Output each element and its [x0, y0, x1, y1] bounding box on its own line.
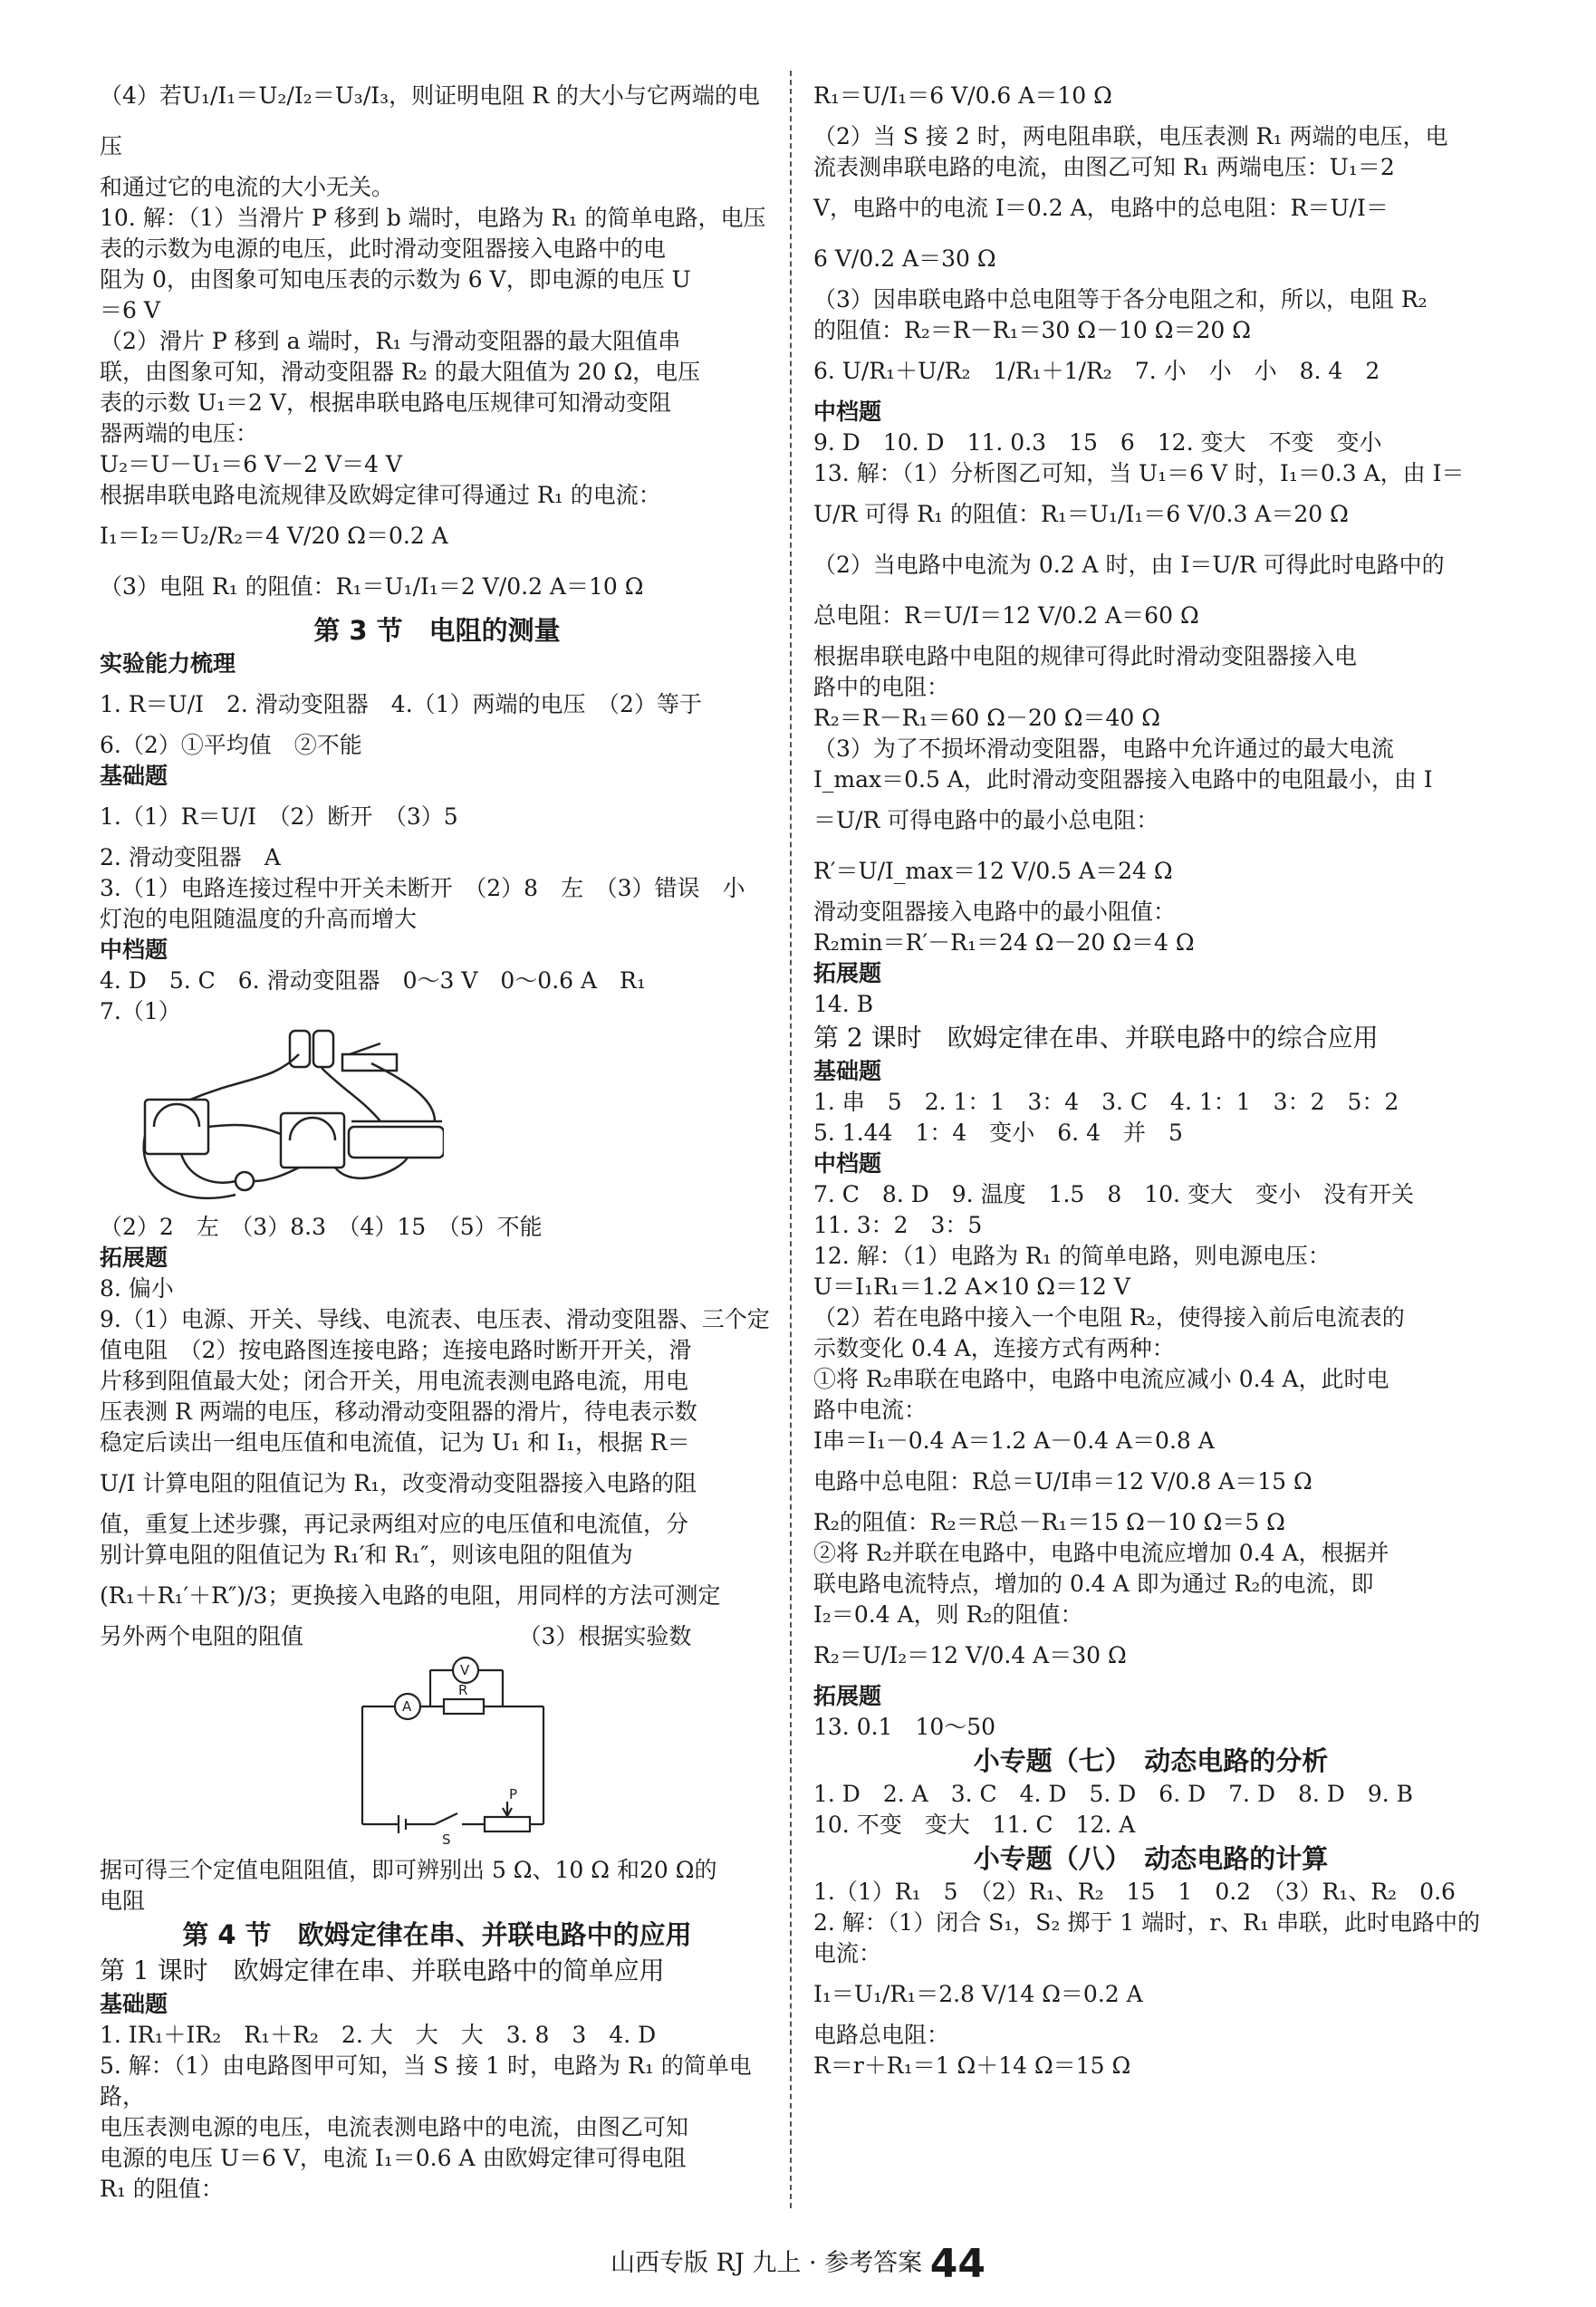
answer-line: R₁＝U/I₁＝6 V/0.6 A＝10 Ω	[813, 82, 1112, 109]
answer-line: 4. D 5. C 6. 滑动变阻器 0～3 V 0～0.6 A R₁	[100, 967, 646, 994]
answer-line: 1. D 2. A 3. C 4. D 5. D 6. D 7. D 8. D 9. B	[813, 1781, 1414, 1807]
answer-line: I₁＝I₂＝U₂/R₂＝4 V/20 Ω＝0.2 A	[100, 523, 448, 549]
section-title: 第 3 节 电阻的测量	[313, 615, 561, 646]
column-divider	[790, 71, 792, 2208]
answer-line: 流表测串联电路的电流，由图乙可知 R₁ 两端电压：U₁＝2	[813, 154, 1395, 180]
section-title: 小专题（八） 动态电路的计算	[973, 1843, 1329, 1874]
answer-line: 联电路电流特点，增加的 0.4 A 即为通过 R₂的电流，即	[813, 1571, 1374, 1597]
answer-line: 另外两个电阻的阻值 （3）根据实验数	[100, 1623, 692, 1649]
section-title: 第 1 课时 欧姆定律在串、并联电路中的简单应用	[100, 1956, 665, 1985]
answer-line: 路中的电阻：	[813, 674, 950, 700]
answer-line: R₁ 的阻值：	[100, 2176, 224, 2202]
answer-line: 13. 解：（1）分析图乙可知，当 U₁＝6 V 时，I₁＝0.3 A，由 I＝	[813, 460, 1465, 486]
answer-line: 14. B	[813, 991, 874, 1017]
footer-text: 山西专版 RJ 九上 · 参考答案	[611, 2249, 923, 2277]
answer-line: 片移到阻值最大处；闭合开关，用电流表测电路电流，用电	[100, 1368, 689, 1394]
answer-line: 9.（1）电源、开关、导线、电流表、电压表、滑动变阻器、三个定	[100, 1306, 770, 1332]
section-label: 拓展题	[100, 1245, 168, 1271]
circuit-photo-figure	[136, 1027, 444, 1208]
answer-line: 7.（1）	[100, 998, 181, 1024]
answer-line: （3）为了不损坏滑动变阻器，电路中允许通过的最大电流	[813, 735, 1394, 762]
answer-line: U＝I₁R₁＝1.2 A×10 Ω＝12 V	[813, 1274, 1130, 1300]
answer-line: 灯泡的电阻随温度的升高而增大	[100, 906, 418, 932]
answer-line: ＝6 V	[100, 297, 160, 323]
answer-line: 电阻	[100, 1888, 146, 1914]
answer-line: 电压表测电源的电压，电流表测电路中的电流，由图乙可知	[100, 2114, 689, 2140]
answer-line: ①将 R₂串联在电路中，电路中电流应减小 0.4 A，此时电	[813, 1366, 1389, 1392]
answer-line: V，电路中的电流 I＝0.2 A，电路中的总电阻：R＝U/I＝	[813, 195, 1389, 221]
answer-line: （2）滑片 P 移到 a 端时，R₁ 与滑动变阻器的最大阻值串	[100, 328, 681, 354]
answer-line: （2）当 S 接 2 时，两电阻串联，电压表测 R₁ 两端的电压，电	[813, 123, 1448, 149]
answer-line: 路中电流：	[813, 1397, 928, 1423]
answer-line: R₂＝U/I₂＝12 V/0.4 A＝30 Ω	[813, 1642, 1127, 1668]
circuit-diagram-figure	[344, 1652, 562, 1851]
answer-line: 值，重复上述步骤，再记录两组对应的电压值和电流值，分	[100, 1511, 689, 1537]
answer-line: 12. 解：（1）电路为 R₁ 的简单电路，则电源电压：	[813, 1243, 1331, 1269]
answer-line: 电流：	[813, 1940, 882, 1966]
answer-line: 7. C 8. D 9. 温度 1.5 8 10. 变大 变小 没有开关	[813, 1181, 1414, 1207]
section-label: 中档题	[813, 399, 882, 425]
svg-text:V: V	[460, 1662, 470, 1678]
page-footer	[0, 2241, 1596, 2287]
answer-line: 1. R＝U/I 2. 滑动变阻器 4.（1）两端的电压 （2）等于	[100, 691, 702, 717]
section-label: 基础题	[100, 1991, 168, 2017]
answer-line: ＝U/R 可得电路中的最小总电阻：	[813, 807, 1159, 833]
answer-line: 10. 不变 变大 11. C 12. A	[813, 1812, 1136, 1838]
answer-line: 3.（1）电路连接过程中开关未断开 （2）8 左 （3）错误 小	[100, 875, 745, 901]
answer-line: 根据串联电路电流规律及欧姆定律可得通过 R₁ 的电流：	[100, 482, 661, 508]
answer-line: 压表测 R 两端的电压，移动滑动变阻器的滑片，待电表示数	[100, 1399, 697, 1425]
answer-line: (R₁＋R₁′＋R″)/3；更换接入电路的电阻，用同样的方法可测定	[100, 1582, 721, 1609]
section-title: 第 2 课时 欧姆定律在串、并联电路中的综合应用	[813, 1023, 1379, 1053]
answer-line: 示数变化 0.4 A，连接方式有两种：	[813, 1335, 1175, 1361]
answer-line: R′＝U/I_max＝12 V/0.5 A＝24 Ω	[813, 858, 1173, 884]
answer-line: 6.（2）①平均值 ②不能	[100, 732, 362, 758]
answer-line: 2. 解：（1）闭合 S₁，S₂ 掷于 1 端时，r、R₁ 串联，此时电路中的	[813, 1909, 1480, 1936]
answer-line: 6 V/0.2 A＝30 Ω	[813, 245, 996, 272]
answer-line: 据可得三个定值电阻阻值，即可辨别出 5 Ω、10 Ω 和20 Ω的	[100, 1857, 717, 1883]
section-label: 拓展题	[813, 960, 882, 986]
answer-line: （4）若U₁/I₁＝U₂/I₂＝U₃/I₃，则证明电阻 R 的大小与它两端的电压	[100, 82, 760, 159]
answer-line: I串＝I₁－0.4 A＝1.2 A－0.4 A＝0.8 A	[813, 1427, 1215, 1454]
section-label: 中档题	[813, 1150, 882, 1177]
answer-line: 器两端的电压：	[100, 420, 259, 447]
answer-line: R₂min＝R′－R₁＝24 Ω－20 Ω＝4 Ω	[813, 929, 1195, 956]
svg-text:R: R	[458, 1682, 468, 1698]
answer-line: I_max＝0.5 A，此时滑动变阻器接入电路中的电阻最小，由 I	[813, 766, 1433, 793]
svg-text:P: P	[509, 1786, 518, 1802]
page-number: 44	[929, 2241, 985, 2287]
answer-line: 9. D 10. D 11. 0.3 15 6 12. 变大 不变 变小	[813, 429, 1382, 456]
answer-line: 别计算电阻的阻值记为 R₁′和 R₁″，则该电阻的阻值为	[100, 1542, 633, 1568]
answer-line: 阻为 0，由图象可知电压表的示数为 6 V，即电源的电压 U	[100, 266, 691, 293]
answer-line: （3）电阻 R₁ 的阻值：R₁＝U₁/I₁＝2 V/0.2 A＝10 Ω	[100, 573, 644, 600]
answer-line: 电路总电阻：	[813, 2022, 950, 2048]
answer-line: 10. 解：（1）当滑片 P 移到 b 端时，电路为 R₁ 的简单电路，电压	[100, 205, 766, 231]
answer-line: 13. 0.1 10～50	[813, 1714, 996, 1740]
answer-line: ②将 R₂并联在电路中，电路中电流应增加 0.4 A，根据并	[813, 1540, 1389, 1566]
left-column	[100, 71, 774, 2205]
answer-line: （3）因串联电路中总电阻等于各分电阻之和，所以，电阻 R₂	[813, 286, 1428, 312]
answer-line: 值电阻 （2）按电路图连接电路；连接电路时断开开关，滑	[100, 1337, 692, 1363]
answer-line: R₂的阻值：R₂＝R总－R₁＝15 Ω－10 Ω＝5 Ω	[813, 1509, 1285, 1535]
section-title: 小专题（七） 动态电路的分析	[973, 1745, 1329, 1776]
answer-line: U₂＝U－U₁＝6 V－2 V＝4 V	[100, 451, 402, 477]
answer-line: 8. 偏小	[100, 1275, 174, 1302]
answer-line: R＝r＋R₁＝1 Ω＋14 Ω＝15 Ω	[813, 2052, 1131, 2079]
answer-line: 根据串联电路中电阻的规律可得此时滑动变阻器接入电	[813, 643, 1358, 669]
answer-line: I₂＝0.4 A，则 R₂的阻值：	[813, 1601, 1083, 1628]
answer-line: 1. 串 5 2. 1：1 3：4 3. C 4. 1：1 3：2 5：2	[813, 1089, 1399, 1115]
answer-line: 5. 1.44 1：4 变小 6. 4 并 5	[813, 1120, 1183, 1146]
answer-line: 电源的电压 U＝6 V，电流 I₁＝0.6 A 由欧姆定律可得电阻	[100, 2145, 687, 2171]
answer-line: 5. 解：（1）由电路图甲可知，当 S 接 1 时，电路为 R₁ 的简单电路，	[100, 2052, 752, 2110]
figure	[100, 1652, 774, 1855]
answer-line: 稳定后读出一组电压值和电流值，记为 U₁ 和 I₁，根据 R＝	[100, 1429, 690, 1456]
answer-line: （2）若在电路中接入一个电阻 R₂，使得接入前后电流表的	[813, 1304, 1405, 1331]
answer-line: 1. IR₁＋IR₂ R₁＋R₂ 2. 大 大 大 3. 8 3 4. D	[100, 2022, 657, 2048]
answer-line: 表的示数 U₁＝2 V，根据串联电路电压规律可知滑动变阻	[100, 389, 671, 416]
section-label: 拓展题	[813, 1683, 882, 1709]
answer-line: 1.（1）R₁ 5 （2）R₁、R₂ 15 1 0.2 （3）R₁、R₂ 0.6	[813, 1879, 1456, 1905]
svg-text:A: A	[402, 1698, 412, 1715]
answer-line: I₁＝U₁/R₁＝2.8 V/14 Ω＝0.2 A	[813, 1981, 1143, 2007]
answer-line: 总电阻：R＝U/I＝12 V/0.2 A＝60 Ω	[813, 602, 1199, 629]
answer-line: 滑动变阻器接入电路中的最小阻值：	[813, 899, 1177, 925]
answer-line: （2）当电路中电流为 0.2 A 时，由 I＝U/R 可得此时电路中的	[813, 552, 1445, 578]
answer-line: 2. 滑动变阻器 A	[100, 844, 281, 870]
right-column	[813, 71, 1488, 2081]
answer-line: 6. U/R₁＋U/R₂ 1/R₁＋1/R₂ 7. 小 小 小 8. 4 2	[813, 358, 1380, 384]
answer-line: 表的示数为电源的电压，此时滑动变阻器接入电路中的电	[100, 236, 667, 262]
section-label: 基础题	[813, 1058, 882, 1084]
answer-line: 电路中总电阻：R总＝U/I串＝12 V/0.8 A＝15 Ω	[813, 1468, 1312, 1495]
figure	[100, 1027, 774, 1212]
answer-line: （2）2 左 （3）8.3 （4）15 （5）不能	[100, 1214, 543, 1240]
answer-line: 和通过它的电流的大小无关。	[100, 174, 395, 200]
answer-line: R₂＝R－R₁＝60 Ω－20 Ω＝40 Ω	[813, 705, 1160, 731]
section-label: 中档题	[100, 937, 168, 963]
svg-text:S: S	[442, 1831, 451, 1848]
answer-line: 1.（1）R＝U/I （2）断开 （3）5	[100, 803, 458, 830]
answer-line: U/R 可得 R₁ 的阻值：R₁＝U₁/I₁＝6 V/0.3 A＝20 Ω	[813, 501, 1349, 527]
answer-line: 11. 3：2 3：5	[813, 1212, 983, 1238]
answer-line: U/I 计算电阻的阻值记为 R₁，改变滑动变阻器接入电路的阻	[100, 1470, 697, 1496]
section-label: 实验能力梳理	[100, 650, 236, 677]
section-label: 基础题	[100, 763, 168, 789]
answer-line: 联，由图象可知，滑动变阻器 R₂ 的最大阻值为 20 Ω，电压	[100, 359, 701, 385]
section-title: 第 4 节 欧姆定律在串、并联电路中的应用	[182, 1919, 692, 1950]
answer-line: 的阻值：R₂＝R－R₁＝30 Ω－10 Ω＝20 Ω	[813, 317, 1251, 343]
